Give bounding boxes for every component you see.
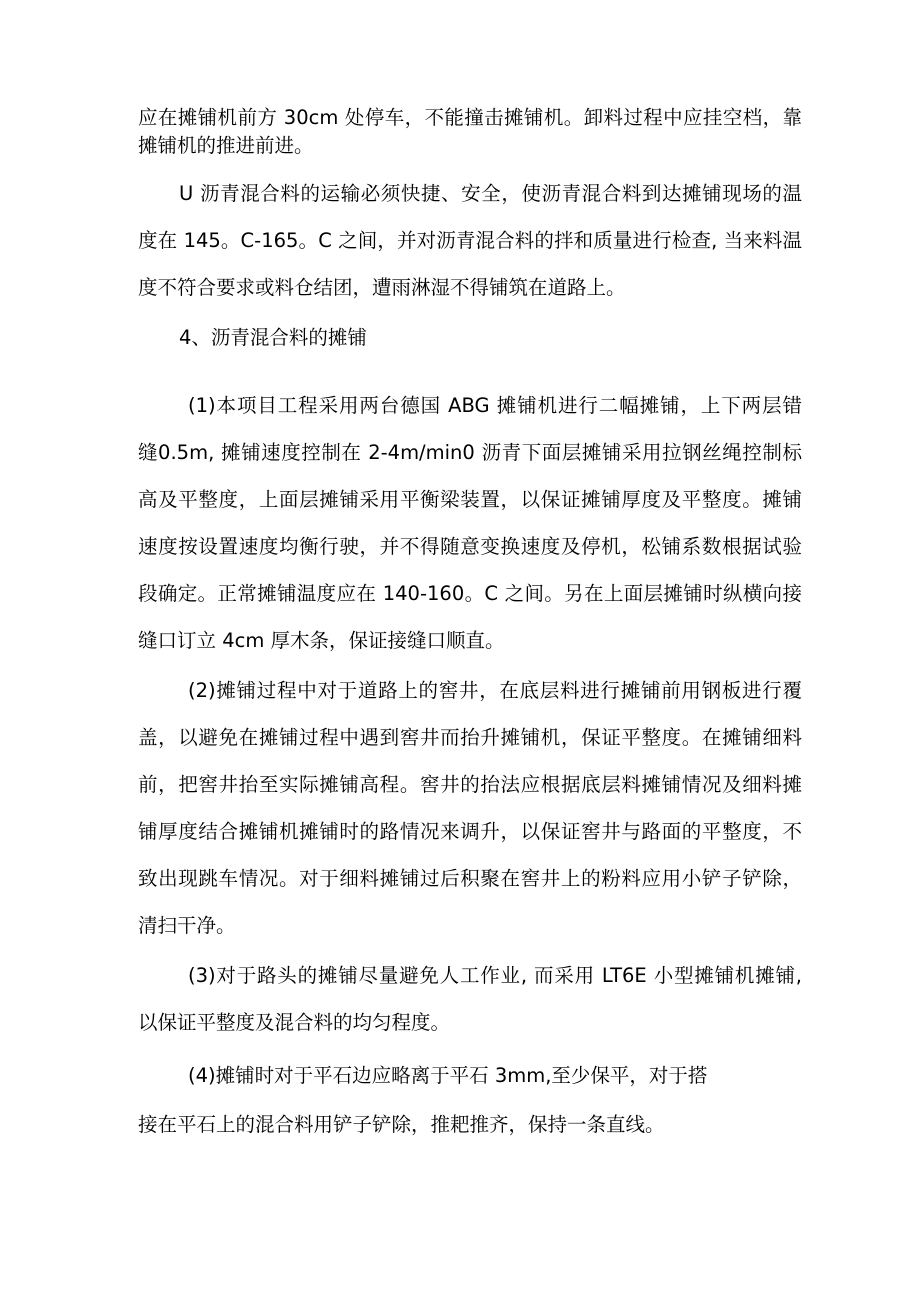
paragraph-3-line-6: 缝口订立 4cm 厚木条，保证接缝口顺直。	[138, 629, 505, 652]
paragraph-5-line-1: (3)对于路头的摊铺尽量避免人工作业, 而采用 LT6E 小型摊铺机摊铺,	[188, 964, 802, 987]
paragraph-1-line-1: 应在摊铺机前方 30cm 处停车，不能撞击摊铺机。卸料过程中应挂空档，靠	[138, 106, 802, 129]
paragraph-4-line-1: (2)摊铺过程中对于道路上的窖井，在底层料进行摊铺前用钢板进行覆	[188, 679, 802, 702]
paragraph-5-line-2: 以保证平整度及混合料的均匀程度。	[138, 1011, 451, 1034]
paragraph-1-line-2: 摊铺机的推进前进。	[138, 134, 314, 157]
paragraph-6-line-1: (4)摊铺时对于平石边应略离于平石 3mm,至少保平，对于搭	[188, 1064, 708, 1087]
paragraph-4-line-3: 前，把窖井抬至实际摊铺高程。窖井的抬法应根据底层料摊铺情况及细料摊	[138, 773, 802, 796]
paragraph-2-line-3: 度不符合要求或料仓结团，遭雨淋湿不得铺筑在道路上。	[138, 276, 626, 299]
paragraph-3-line-4: 速度按设置速度均衡行驶，并不得随意变换速度及停机，松铺系数根据试验	[138, 535, 802, 558]
paragraph-6-line-2: 接在平石上的混合料用铲子铲除，推耙推齐，保持一条直线。	[138, 1113, 665, 1136]
paragraph-2-line-2: 度在 145。C-165。C 之间，并对沥青混合料的拌和质量进行检查, 当来料温	[138, 229, 802, 252]
paragraph-4-line-5: 致出现跳车情况。对于细料摊铺过后积聚在窖井上的粉料应用小铲子铲除，	[138, 867, 802, 890]
paragraph-3-line-3: 高及平整度，上面层摊铺采用平衡梁装置，以保证摊铺厚度及平整度。摊铺	[138, 488, 802, 511]
paragraph-4-line-6: 清扫干净。	[138, 914, 236, 937]
paragraph-4-line-4: 铺厚度结合摊铺机摊铺时的路情况来调升，以保证窖井与路面的平整度，不	[138, 820, 802, 843]
paragraph-3-line-2: 缝0.5m, 摊铺速度控制在 2-4m/min0 沥青下面层摊铺采用拉钢丝绳控制标	[138, 441, 802, 464]
section-heading: 4、沥青混合料的摊铺	[179, 326, 367, 349]
paragraph-4-line-2: 盖，以避免在摊铺过程中遇到窖井而抬升摊铺机，保证平整度。在摊铺细料	[138, 726, 802, 749]
paragraph-3-line-1: (1)本项目工程采用两台德国 ABG 摊铺机进行二幅摊铺，上下两层错	[188, 394, 802, 417]
paragraph-2-line-1: U 沥青混合料的运输必须快捷、安全，使沥青混合料到达摊铺现场的温	[179, 182, 802, 205]
paragraph-3-line-5: 段确定。正常摊铺温度应在 140-160。C 之间。另在上面层摊铺时纵横向接	[138, 582, 802, 605]
